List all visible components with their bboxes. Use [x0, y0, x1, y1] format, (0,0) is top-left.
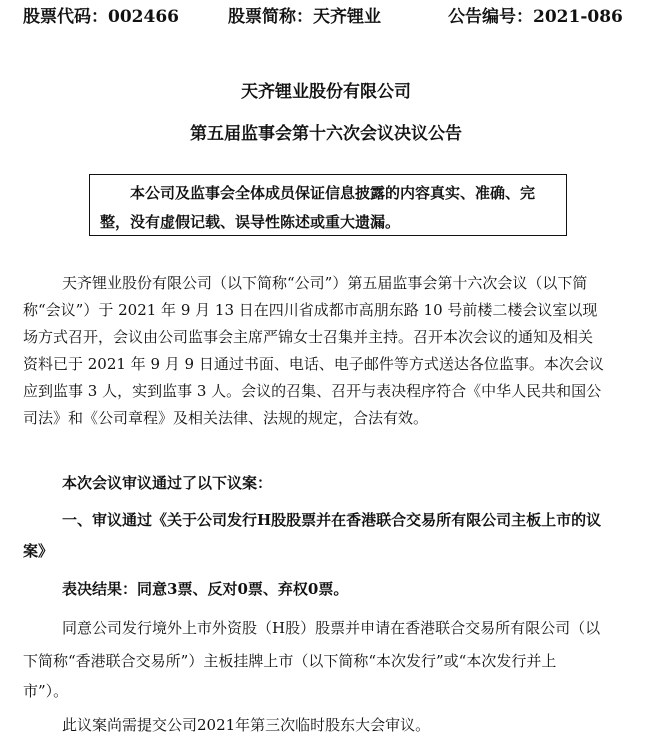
paragraph-line: 场方式召开，会议由公司监事会主席严锦女士召集并主持。召开本次会议的通知及相关	[23, 328, 594, 346]
motion-title-line-2: 案》	[23, 542, 54, 560]
announcement-title: 第五届监事会第十六次会议决议公告	[190, 124, 462, 144]
announcement-header	[23, 5, 643, 29]
disclaimer-line-1: 本公司及监事会全体成员保证信息披露的内容真实、准确、完	[130, 184, 536, 202]
stock-code: 股票代码：002466	[23, 7, 179, 27]
paragraph-line: 天齐锂业股份有限公司（以下简称“公司”）第五届监事会第十六次会议（以下简	[62, 274, 588, 292]
company-title: 天齐锂业股份有限公司	[241, 82, 411, 102]
paragraph-line: 应到监事 3 人，实到监事 3 人。会议的召集、召开与表决程序符合《中华人民共和国公	[23, 382, 602, 400]
announcement-number: 公告编号：2021-086	[448, 7, 623, 27]
motions-intro: 本次会议审议通过了以下议案：	[62, 474, 273, 492]
meeting-paragraph	[23, 270, 632, 432]
resolution-line-2: 下简称“香港联合交易所”）主板挂牌上市（以下简称“本次发行”或“本次发行并上	[23, 652, 557, 670]
resolution-line-1: 同意公司发行境外上市外资股（H股）股票并申请在香港联合交易所有限公司（以	[62, 619, 601, 637]
resolution-line-3: 市”）。	[23, 682, 69, 700]
paragraph-line: 资料已于 2021 年 9 月 9 日通过书面、电话、电子邮件等方式送达各位监事。本次会议	[23, 355, 604, 373]
stock-abbreviation: 股票简称：天齐锂业	[228, 7, 381, 27]
disclaimer-box	[89, 174, 567, 236]
paragraph-line: 司法》和《公司章程》及相关法律、法规的规定，合法有效。	[23, 409, 429, 427]
motion-title-line-1: 一、审议通过《关于公司发行H股股票并在香港联合交易所有限公司主板上市的议	[62, 511, 602, 529]
vote-result: 表决结果：同意3票、反对0票、弃权0票。	[62, 580, 349, 598]
shareholder-meeting-note: 此议案尚需提交公司2021年第三次临时股东大会审议。	[62, 716, 431, 734]
paragraph-line: 称“会议”）于 2021 年 9 月 13 日在四川省成都市高朋东路 10 号前楼二楼会议室以现	[23, 301, 598, 319]
disclaimer-line-2: 整，没有虚假记载、误导性陈述或重大遗漏。	[100, 213, 401, 231]
